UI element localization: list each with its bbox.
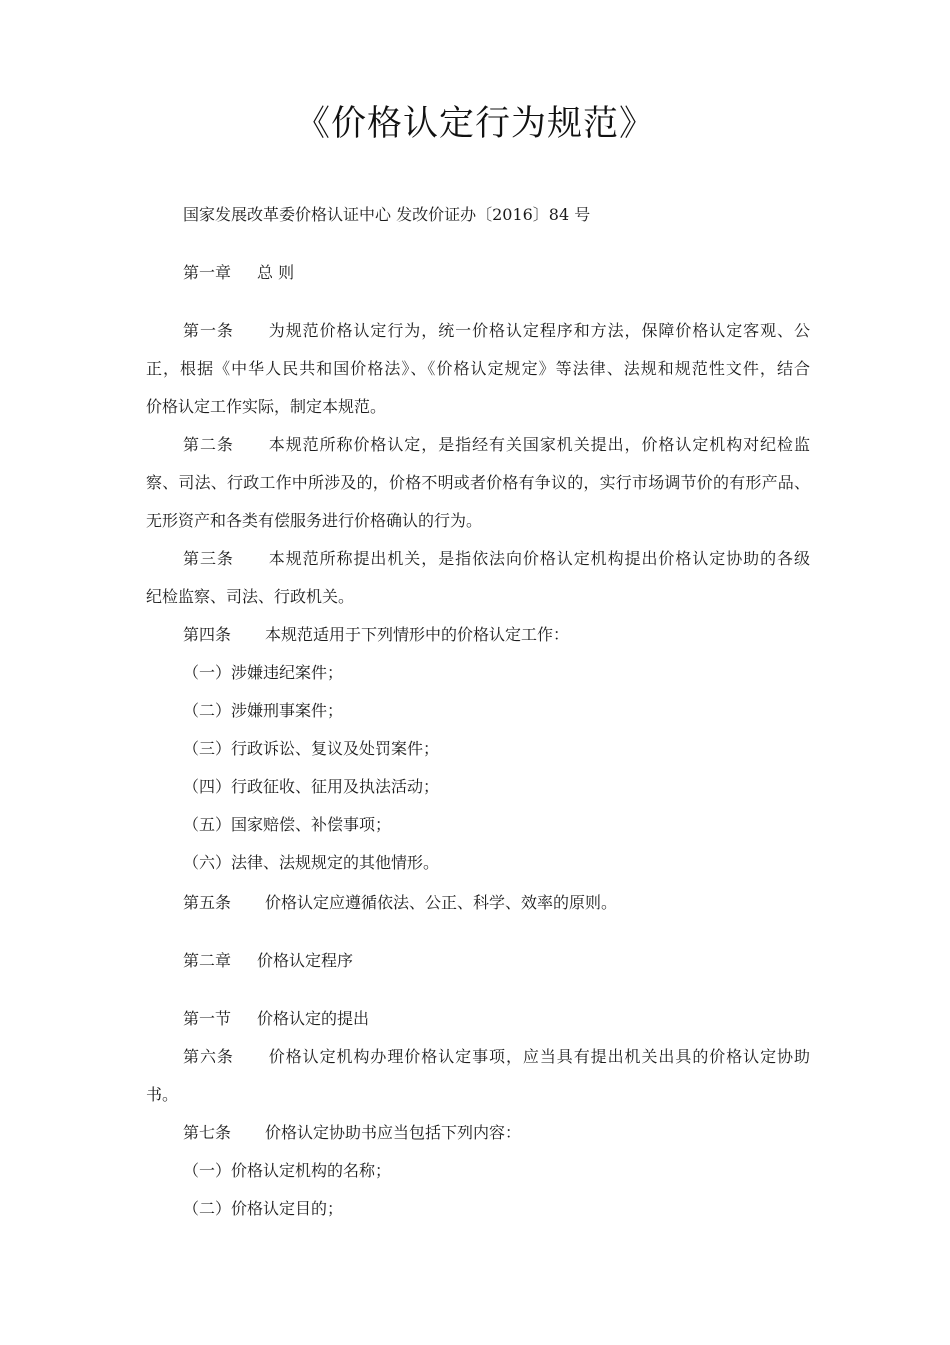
article-3-label: 第三条 xyxy=(183,549,234,568)
article-5-label: 第五条 xyxy=(183,893,232,912)
article-7-item-2: （二）价格认定目的； xyxy=(183,1199,344,1218)
article-1-line-2: 正，根据《中华人民共和国价格法》、《价格认定规定》等法律、法规和规范性文件，结合 xyxy=(146,359,810,378)
article-6-line-2: 书。 xyxy=(146,1085,179,1104)
document-title: 《价格认定行为规范》 xyxy=(294,104,655,144)
article-7-item-1: （一）价格认定机构的名称； xyxy=(183,1161,392,1180)
section-1-name: 价格认定的提出 xyxy=(257,1009,370,1028)
article-4-item-3: （三）行政诉讼、复议及处罚案件； xyxy=(183,739,440,758)
article-2-line-2: 察、司法、行政工作中所涉及的，价格不明或者价格有争议的，实行市场调节价的有形产品、 xyxy=(146,473,810,492)
article-4-item-5: （五）国家赔偿、补偿事项； xyxy=(183,815,392,834)
article-4-text: 本规范适用于下列情形中的价格认定工作： xyxy=(265,625,570,644)
article-2-text: 本规范所称价格认定，是指经有关国家机关提出，价格认定机构对纪检监 xyxy=(267,435,810,454)
article-7-text: 价格认定协助书应当包括下列内容： xyxy=(265,1123,522,1142)
article-3-line-1 xyxy=(183,548,810,570)
article-7-line-1 xyxy=(183,1122,847,1144)
article-6-line-1 xyxy=(183,1046,810,1068)
section-1-label: 第一节 xyxy=(183,1009,232,1028)
section-1-heading xyxy=(183,1008,847,1030)
article-6-label: 第六条 xyxy=(183,1047,234,1066)
chapter-1-label: 第一章 xyxy=(183,263,232,282)
article-7-label: 第七条 xyxy=(183,1123,232,1142)
article-4-item-1: （一）涉嫌违纪案件； xyxy=(183,663,344,682)
article-6-text: 价格认定机构办理价格认定事项，应当具有提出机关出具的价格认定协助 xyxy=(267,1047,810,1066)
chapter-2-name: 价格认定程序 xyxy=(257,951,354,970)
article-4-item-6: （六）法律、法规规定的其他情形。 xyxy=(183,853,440,872)
article-1-text: 为规范价格认定行为，统一价格认定程序和方法，保障价格认定客观、公 xyxy=(267,321,810,340)
article-1-label: 第一条 xyxy=(183,321,234,340)
article-1-line-3: 价格认定工作实际，制定本规范。 xyxy=(146,397,387,416)
article-3-text: 本规范所称提出机关，是指依法向价格认定机构提出价格认定协助的各级 xyxy=(267,549,810,568)
article-4-item-2: （二）涉嫌刑事案件； xyxy=(183,701,344,720)
article-4-label: 第四条 xyxy=(183,625,232,644)
article-2-line-1 xyxy=(183,434,810,456)
article-2-label: 第二条 xyxy=(183,435,234,454)
article-4-line-1 xyxy=(183,624,847,646)
chapter-1-name: 总 则 xyxy=(257,263,295,282)
article-5-text: 价格认定应遵循依法、公正、科学、效率的原则。 xyxy=(265,893,618,912)
article-3-line-2: 纪检监察、司法、行政机关。 xyxy=(146,587,355,606)
article-2-line-3: 无形资产和各类有偿服务进行价格确认的行为。 xyxy=(146,511,483,530)
chapter-2-heading xyxy=(183,950,847,972)
document-source: 国家发展改革委价格认证中心 发改价证办〔2016〕84 号 xyxy=(183,205,591,224)
chapter-1-heading xyxy=(183,262,847,284)
chapter-2-label: 第二章 xyxy=(183,951,232,970)
article-1-line-1 xyxy=(183,320,810,342)
article-4-item-4: （四）行政征收、征用及执法活动； xyxy=(183,777,440,796)
article-5-line-1 xyxy=(183,892,847,914)
